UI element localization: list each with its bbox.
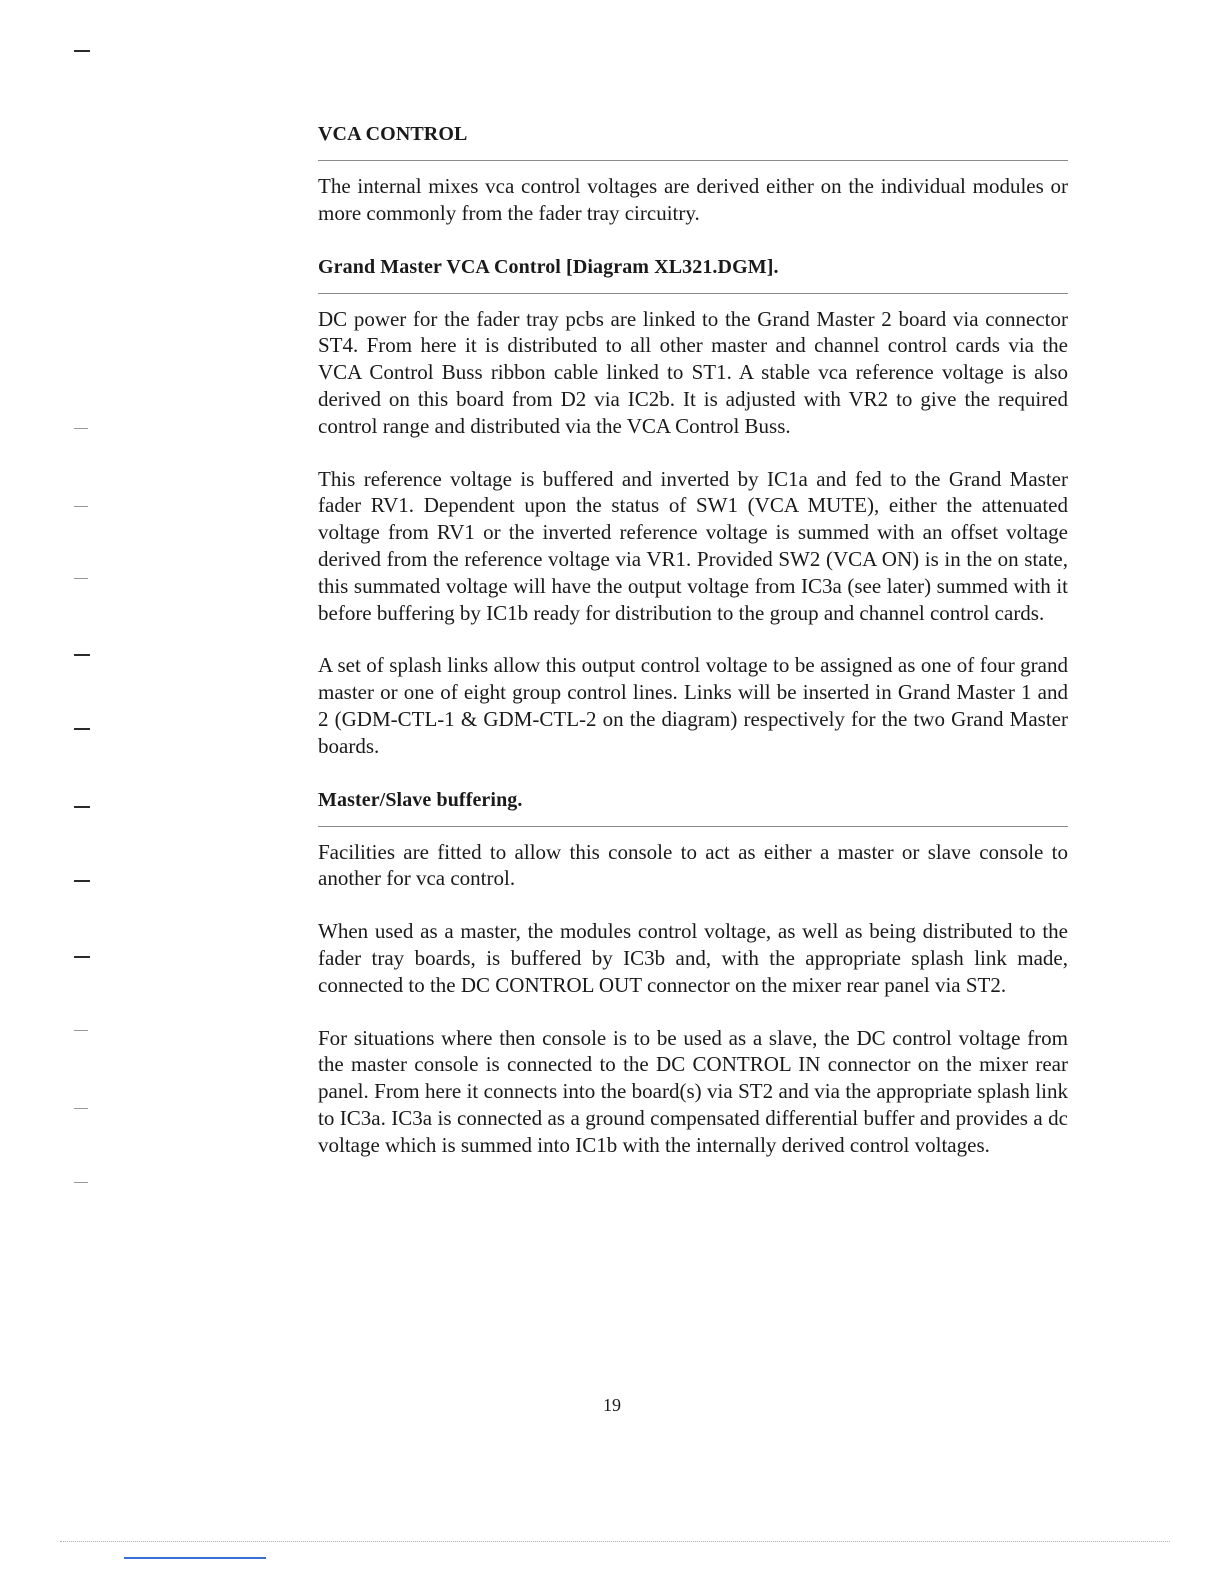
margin-tick (74, 1030, 88, 1031)
binding-margin-marks (74, 0, 94, 1584)
section-grand-master-vca-control (318, 253, 1068, 760)
margin-tick (74, 956, 90, 958)
document-body (318, 120, 1068, 1185)
paragraph: When used as a master, the modules control voltage, as well as being distributed to the fader tray boards, is buffered by IC3b and, with the appropriate splash link made, connected to the DC CONTROL OUT connector on the mixer rear panel via ST2. (318, 919, 1068, 997)
paragraph: For situations where then console is to be used as a slave, the DC control voltage from the master console is connected to the DC CONTROL IN connector on the mixer rear panel. From here it connects into the board(s) via ST2 and via the appropriate splash link to IC3a. IC3a is connected as a ground compensated differential buffer and provides a dc voltage which is summed into IC1b with the internally derived control voltages. (318, 1025, 1068, 1157)
margin-tick (74, 728, 90, 730)
section-heading: Grand Master VCA Control [Diagram XL321.DGM]. (318, 255, 779, 278)
heading-rule (318, 293, 1068, 294)
section-heading: VCA CONTROL (318, 123, 468, 145)
margin-tick (74, 506, 88, 507)
paragraph: The internal mixes vca control voltages are derived either on the individual modules or more commonly from the fader tray circuitry. (318, 174, 1068, 225)
margin-tick (74, 654, 90, 656)
margin-tick (74, 1182, 88, 1183)
margin-tick (74, 578, 88, 579)
heading-rule (318, 826, 1068, 827)
paragraph: A set of splash links allow this output control voltage to be assigned as one of four grand master or one of eight group control lines. Links will be inserted in Grand Master 1 and 2 (GDM-CTL-1 & GDM-CTL-2 on the diagram) respectively for the two Grand Master boards. (318, 653, 1068, 758)
footer-divider (60, 1541, 1170, 1542)
margin-tick (74, 428, 88, 429)
margin-tick (74, 1108, 88, 1109)
heading-rule (318, 160, 1068, 161)
margin-tick (74, 806, 90, 808)
paragraph: This reference voltage is buffered and inverted by IC1a and fed to the Grand Master fader RV1. Dependent upon the status of SW1 (VCA MUTE), either the attenuated voltage from RV1 or the inverted reference voltage is summed with an offset voltage derived from the reference voltage via VR1. Provided SW2 (VCA ON) is in the on state, this summated voltage will have the output voltage from IC3a (see later) summed with it before buffering by IC1b ready for distribution to the group and channel control cards. (318, 466, 1068, 625)
margin-tick (74, 50, 90, 52)
margin-tick (74, 880, 90, 882)
footer-accent-line (124, 1557, 266, 1559)
section-master-slave-buffering (318, 786, 1068, 1159)
paragraph: Facilities are fitted to allow this console to act as either a master or slave console to another for vca control. (318, 839, 1068, 891)
section-heading: Master/Slave buffering. (318, 788, 523, 811)
paragraph: DC power for the fader tray pcbs are linked to the Grand Master 2 board via connector ST4. From here it is distributed to all other master and channel control cards via the VCA Control Buss ribbon cable linked to ST1. A stable vca reference voltage is also derived on this board from D2 via IC2b. It is adjusted with VR2 to give the required control range and distributed via the VCA Control Buss. (318, 306, 1068, 438)
page-number: 19 (603, 1395, 621, 1415)
section-vca-control (318, 120, 1068, 227)
